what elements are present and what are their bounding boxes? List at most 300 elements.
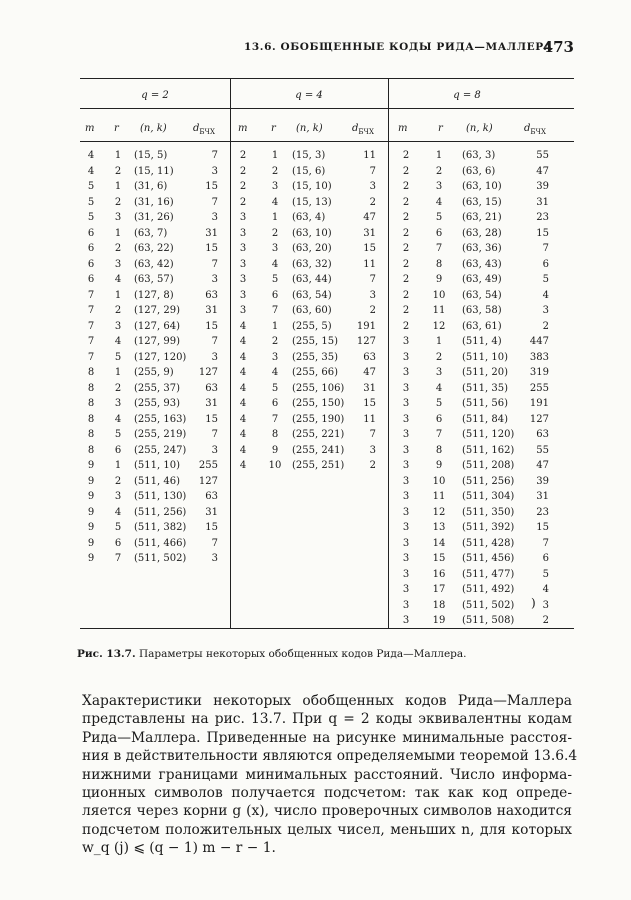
cell-m: 3	[402, 506, 410, 518]
cell-r: 5	[435, 212, 443, 223]
running-header	[244, 37, 574, 57]
cell-r: 7	[271, 305, 279, 316]
paragraph-line: ционных символов получается подсчетом: так как код опреде-	[82, 785, 572, 802]
cell-nk: (15, 5)	[134, 150, 168, 161]
cell-r: 5	[271, 274, 279, 285]
cell-r: 4	[271, 367, 279, 378]
cell-r: 10	[268, 460, 282, 471]
cell-nk: (255, 93)	[134, 398, 180, 409]
cell-m: 3	[239, 289, 247, 301]
cell-d: 15	[536, 522, 549, 533]
cell-nk: (31, 6)	[134, 181, 168, 192]
figure-caption: Рис. 13.7. Параметры некоторых обобщенных кодов Рида—Маллера.	[77, 648, 467, 660]
cell-d: 31	[536, 491, 549, 502]
paragraph-line: Характеристики некоторых обобщенных кодов Рида—Маллера	[82, 693, 572, 709]
cell-m: 2	[239, 150, 247, 161]
cell-r: 3	[114, 212, 122, 223]
cell-nk: (255, 247)	[134, 444, 187, 456]
cell-r: 3	[271, 243, 279, 254]
cell-m: 4	[239, 320, 247, 332]
cell-m: 9	[87, 475, 95, 487]
cell-d: 3	[369, 444, 376, 456]
group-label-q4: q = 4	[295, 90, 323, 101]
group-separator-2	[388, 78, 389, 628]
cell-m: 2	[402, 243, 410, 254]
col-r: r	[438, 123, 443, 134]
cell-r: 2	[114, 382, 122, 394]
cell-nk: (511, 162)	[462, 444, 515, 456]
cell-nk: (511, 477)	[462, 568, 515, 580]
cell-r: 6	[271, 398, 279, 409]
cell-m: 2	[402, 165, 410, 177]
col-m: m	[398, 123, 408, 134]
table-bottom-rule	[80, 628, 574, 629]
cell-d: 447	[529, 336, 549, 347]
cell-r: 2	[271, 336, 279, 347]
cell-m: 9	[87, 506, 95, 518]
cell-r: 2	[114, 196, 122, 208]
cell-d: 3	[211, 553, 218, 564]
cell-r: 1	[114, 289, 122, 301]
cell-m: 4	[239, 382, 247, 394]
cell-r: 19	[432, 615, 446, 626]
cell-d: 63	[205, 382, 218, 394]
cell-m: 3	[402, 584, 410, 595]
cell-r: 2	[435, 165, 443, 177]
cell-r: 5	[114, 351, 122, 363]
cell-d: 6	[542, 553, 549, 564]
cell-nk: (63, 20)	[292, 243, 332, 254]
cell-nk: (511, 256)	[462, 475, 515, 487]
cell-r: 16	[432, 568, 446, 580]
cell-d: 319	[529, 367, 549, 378]
cell-nk: (63, 10)	[462, 181, 502, 192]
cell-m: 8	[87, 398, 95, 409]
cell-nk: (511, 10)	[134, 460, 180, 471]
cell-r: 3	[271, 181, 279, 192]
cell-nk: (63, 60)	[292, 305, 332, 316]
cell-nk: (255, 251)	[292, 460, 345, 471]
cell-m: 6	[87, 258, 95, 270]
cell-d: 255	[198, 460, 218, 471]
cell-nk: (63, 54)	[462, 289, 502, 301]
cell-d: 2	[369, 196, 376, 208]
cell-nk: (511, 56)	[462, 398, 508, 409]
cell-d: 23	[536, 506, 549, 518]
cell-d: 55	[536, 444, 549, 456]
cell-m: 4	[239, 351, 247, 363]
cell-r: 4	[435, 382, 443, 394]
cell-nk: (511, 20)	[462, 367, 508, 378]
cell-d: 31	[205, 398, 218, 409]
cell-r: 13	[432, 522, 446, 533]
cell-d: 2	[369, 305, 376, 316]
cell-r: 9	[435, 460, 443, 471]
cell-nk: (127, 99)	[134, 336, 180, 347]
cell-m: 3	[402, 351, 410, 363]
cell-m: 3	[239, 305, 247, 316]
cell-m: 7	[87, 336, 95, 347]
cell-m: 3	[239, 274, 247, 285]
cell-nk: (63, 7)	[134, 227, 168, 239]
cell-d: 63	[363, 351, 376, 363]
cell-d: 47	[536, 460, 549, 471]
cell-d: 31	[205, 227, 218, 239]
cell-d: 3	[211, 165, 218, 177]
cell-nk: (255, 106)	[292, 382, 345, 394]
cell-m: 3	[239, 227, 247, 239]
cell-d: 3	[369, 181, 376, 192]
cell-m: 3	[402, 429, 410, 440]
cell-d: 127	[356, 336, 376, 347]
cell-r: 1	[114, 460, 122, 471]
paragraph-line: w_q (j) ⩽ (q − 1) m − r − 1.	[82, 840, 276, 857]
cell-nk: (511, 84)	[462, 413, 508, 425]
cell-r: 7	[271, 413, 279, 425]
cell-nk: (255, 190)	[292, 413, 345, 425]
col-r: r	[271, 123, 276, 134]
cell-nk: (511, 10)	[462, 351, 508, 363]
cell-r: 4	[114, 336, 122, 347]
cell-m: 6	[87, 227, 95, 239]
cell-r: 18	[432, 599, 446, 611]
cell-r: 5	[114, 429, 122, 440]
cell-nk: (255, 35)	[292, 351, 338, 363]
cell-r: 3	[114, 258, 122, 270]
cell-m: 2	[402, 150, 410, 161]
cell-nk: (63, 58)	[462, 305, 502, 316]
cell-r: 7	[435, 429, 443, 440]
cell-d: 3	[211, 444, 218, 456]
cell-d: 191	[356, 320, 376, 332]
cell-nk: (63, 32)	[292, 258, 332, 270]
cell-r: 6	[435, 227, 443, 239]
cell-nk: (511, 130)	[134, 491, 187, 502]
cell-nk: (511, 382)	[134, 522, 187, 533]
cell-d: 7	[211, 150, 218, 161]
group-label-q8: q = 8	[453, 90, 481, 101]
cell-m: 3	[402, 537, 410, 549]
cell-r: 8	[271, 429, 279, 440]
col-nk: (n, k)	[466, 123, 493, 134]
cell-nk: (63, 6)	[462, 165, 496, 177]
cell-m: 4	[87, 150, 95, 161]
cell-r: 3	[271, 351, 279, 363]
cell-m: 4	[239, 336, 247, 347]
cell-d: 7	[369, 429, 376, 440]
cell-nk: (63, 36)	[462, 243, 502, 254]
cell-nk: (63, 28)	[462, 227, 502, 239]
cell-m: 3	[402, 599, 410, 611]
cell-nk: (511, 466)	[134, 537, 187, 549]
cell-m: 3	[239, 212, 247, 223]
cell-m: 2	[402, 305, 410, 316]
cell-r: 4	[114, 413, 122, 425]
cell-m: 7	[87, 351, 95, 363]
cell-d: 31	[536, 196, 549, 208]
cell-r: 17	[432, 584, 446, 595]
cell-nk: (511, 492)	[462, 584, 515, 595]
cell-r: 10	[432, 289, 446, 301]
cell-d: 47	[363, 367, 376, 378]
cell-m: 2	[239, 181, 247, 192]
cell-d: 3	[369, 289, 376, 301]
cell-m: 7	[87, 289, 95, 301]
cell-nk: (15, 10)	[292, 181, 332, 192]
cell-m: 6	[87, 274, 95, 285]
cell-r: 6	[114, 444, 122, 456]
cell-nk: (63, 10)	[292, 227, 332, 239]
cell-r: 14	[432, 537, 446, 549]
cell-r: 2	[271, 165, 279, 177]
col-m: m	[85, 123, 95, 134]
cell-d: 11	[363, 258, 376, 270]
cell-d: 5	[542, 568, 549, 580]
cell-r: 12	[432, 320, 446, 332]
cell-d: 6	[542, 258, 549, 270]
cell-nk: (63, 49)	[462, 274, 502, 285]
cell-m: 4	[239, 429, 247, 440]
cell-r: 12	[432, 506, 446, 518]
cell-m: 3	[402, 367, 410, 378]
cell-r: 1	[271, 320, 279, 332]
cell-nk: (255, 150)	[292, 398, 345, 409]
cell-nk: (511, 456)	[462, 553, 515, 564]
cell-d: 7	[211, 537, 218, 549]
cell-r: 2	[114, 475, 122, 487]
cell-nk: (63, 3)	[462, 150, 496, 161]
cell-nk: (511, 502)	[462, 599, 515, 611]
cell-m: 2	[402, 320, 410, 332]
cell-nk: (15, 13)	[292, 196, 332, 208]
cell-nk: (63, 44)	[292, 274, 332, 285]
group-separator-1	[230, 78, 231, 628]
group-header-rule	[80, 108, 574, 109]
cell-r: 11	[432, 305, 446, 316]
cell-d: 7	[542, 243, 549, 254]
cell-r: 4	[435, 196, 443, 208]
cell-m: 3	[402, 398, 410, 409]
cell-nk: (15, 3)	[292, 150, 326, 161]
cell-d: 15	[536, 227, 549, 239]
cell-d: 47	[363, 212, 376, 223]
cell-m: 2	[402, 274, 410, 285]
cell-r: 1	[114, 150, 122, 161]
cell-m: 3	[402, 475, 410, 487]
cell-d: 31	[363, 382, 376, 394]
cell-m: 3	[239, 243, 247, 254]
cell-m: 3	[239, 258, 247, 270]
cell-nk: (511, 502)	[134, 553, 187, 564]
cell-r: 2	[435, 351, 443, 363]
cell-m: 8	[87, 382, 95, 394]
cell-m: 2	[402, 181, 410, 192]
cell-d: 23	[536, 212, 549, 223]
cell-m: 3	[402, 382, 410, 394]
col-d: $d_{БЧХ}$	[524, 123, 546, 136]
cell-r: 1	[114, 181, 122, 192]
cell-m: 2	[402, 227, 410, 239]
cell-d: 7	[542, 537, 549, 549]
cell-m: 9	[87, 491, 95, 502]
cell-d: 7	[211, 196, 218, 208]
cell-d: 4	[542, 289, 549, 301]
col-m: m	[238, 123, 248, 134]
page-number: 473	[542, 38, 574, 56]
cell-m: 4	[239, 460, 247, 471]
cell-d: 127	[529, 413, 549, 425]
paragraph-line: представлены на рис. 13.7. При q = 2 коды эквивалентны кодам	[82, 711, 572, 728]
cell-d: 191	[529, 398, 549, 409]
cell-r: 10	[432, 475, 446, 487]
section-title: 13.6. ОБОБЩЕННЫЕ КОДЫ РИДА—МАЛЛЕРА	[244, 41, 553, 53]
cell-m: 5	[87, 181, 95, 192]
paragraph-line: ния в действительности являются определяемыми теоремой 13.6.4	[82, 748, 578, 765]
cell-d: 255	[529, 382, 549, 394]
col-d: $d_{БЧХ}$	[193, 123, 215, 136]
cell-nk: (255, 66)	[292, 367, 338, 378]
cell-nk: (63, 57)	[134, 274, 174, 285]
cell-r: 9	[435, 274, 443, 285]
cell-nk: (127, 120)	[134, 351, 187, 363]
cell-r: 11	[432, 491, 446, 502]
cell-nk: (255, 37)	[134, 382, 180, 394]
bracket-mark: )	[531, 596, 536, 610]
cell-d: 15	[363, 243, 376, 254]
cell-m: 3	[402, 522, 410, 533]
cell-r: 2	[271, 227, 279, 239]
cell-nk: (511, 428)	[462, 537, 515, 549]
cell-nk: (63, 4)	[292, 212, 326, 223]
cell-d: 3	[211, 351, 218, 363]
cell-nk: (511, 508)	[462, 615, 515, 626]
cell-nk: (255, 163)	[134, 413, 187, 425]
cell-nk: (255, 9)	[134, 367, 174, 378]
cell-m: 5	[87, 212, 95, 223]
cell-m: 9	[87, 460, 95, 471]
cell-nk: (63, 22)	[134, 243, 174, 254]
col-r: r	[114, 123, 119, 134]
col-nk: (n, k)	[296, 123, 323, 134]
cell-m: 5	[87, 196, 95, 208]
cell-m: 9	[87, 553, 95, 564]
cell-d: 15	[205, 413, 218, 425]
cell-d: 3	[542, 305, 549, 316]
cell-d: 15	[205, 181, 218, 192]
cell-m: 2	[239, 196, 247, 208]
cell-nk: (63, 15)	[462, 196, 502, 208]
cell-m: 3	[402, 615, 410, 626]
cell-nk: (511, 120)	[462, 429, 515, 440]
cell-r: 4	[114, 274, 122, 285]
cell-r: 5	[114, 522, 122, 533]
cell-nk: (511, 46)	[134, 475, 180, 487]
cell-d: 39	[536, 475, 549, 487]
cell-nk: (127, 29)	[134, 305, 180, 316]
cell-r: 4	[114, 506, 122, 518]
cell-nk: (127, 64)	[134, 320, 180, 332]
cell-r: 5	[271, 382, 279, 394]
cell-d: 3	[211, 274, 218, 285]
cell-m: 7	[87, 320, 95, 332]
cell-nk: (255, 219)	[134, 429, 187, 440]
cell-nk: (63, 61)	[462, 320, 502, 332]
cell-r: 9	[271, 444, 279, 456]
cell-nk: (511, 208)	[462, 460, 515, 471]
cell-d: 63	[205, 491, 218, 502]
cell-r: 15	[432, 553, 446, 564]
cell-d: 15	[205, 243, 218, 254]
cell-m: 3	[402, 460, 410, 471]
cell-m: 3	[402, 491, 410, 502]
paragraph-line: Рида—Маллера. Приведенные на рисунке минимальные расстоя-	[82, 729, 572, 746]
cell-d: 15	[205, 522, 218, 533]
cell-m: 4	[239, 367, 247, 378]
cell-d: 3	[542, 599, 549, 611]
cell-m: 3	[402, 568, 410, 580]
cell-nk: (511, 392)	[462, 522, 515, 533]
cell-m: 8	[87, 367, 95, 378]
cell-r: 1	[114, 227, 122, 239]
cell-m: 8	[87, 413, 95, 425]
cell-r: 6	[271, 289, 279, 301]
cell-m: 4	[87, 165, 95, 177]
cell-nk: (511, 304)	[462, 491, 515, 502]
cell-d: 11	[363, 413, 376, 425]
cell-r: 4	[271, 258, 279, 270]
cell-m: 8	[87, 444, 95, 456]
cell-d: 7	[369, 274, 376, 285]
cell-m: 3	[402, 444, 410, 456]
cell-nk: (127, 8)	[134, 289, 174, 301]
cell-nk: (255, 15)	[292, 336, 338, 347]
cell-d: 63	[205, 289, 218, 301]
paragraph-line: подсчетом положительных целых чисел, меньших n, для которых	[82, 821, 572, 838]
cell-r: 1	[435, 336, 443, 347]
cell-r: 6	[114, 537, 122, 549]
cell-m: 3	[402, 553, 410, 564]
cell-m: 4	[239, 413, 247, 425]
cell-d: 63	[536, 429, 549, 440]
cell-r: 1	[271, 212, 279, 223]
cell-r: 6	[435, 413, 443, 425]
column-header-rule	[80, 141, 574, 142]
cell-d: 5	[542, 274, 549, 285]
cell-m: 9	[87, 522, 95, 533]
cell-nk: (255, 241)	[292, 444, 345, 456]
group-label-q2: q = 2	[141, 90, 169, 101]
cell-nk: (15, 6)	[292, 165, 326, 177]
cell-nk: (511, 256)	[134, 506, 187, 518]
cell-r: 2	[114, 243, 122, 254]
cell-d: 15	[363, 398, 376, 409]
cell-nk: (511, 4)	[462, 336, 502, 347]
cell-m: 2	[402, 258, 410, 270]
cell-d: 127	[198, 367, 218, 378]
cell-m: 2	[402, 196, 410, 208]
cell-r: 2	[114, 165, 122, 177]
cell-m: 2	[402, 212, 410, 223]
cell-m: 3	[402, 336, 410, 347]
cell-m: 2	[239, 165, 247, 177]
cell-r: 3	[114, 398, 122, 409]
cell-nk: (63, 43)	[462, 258, 502, 270]
cell-nk: (255, 5)	[292, 320, 332, 332]
cell-m: 9	[87, 537, 95, 549]
cell-d: 11	[363, 150, 376, 161]
cell-d: 383	[529, 351, 549, 363]
cell-d: 47	[536, 165, 549, 177]
